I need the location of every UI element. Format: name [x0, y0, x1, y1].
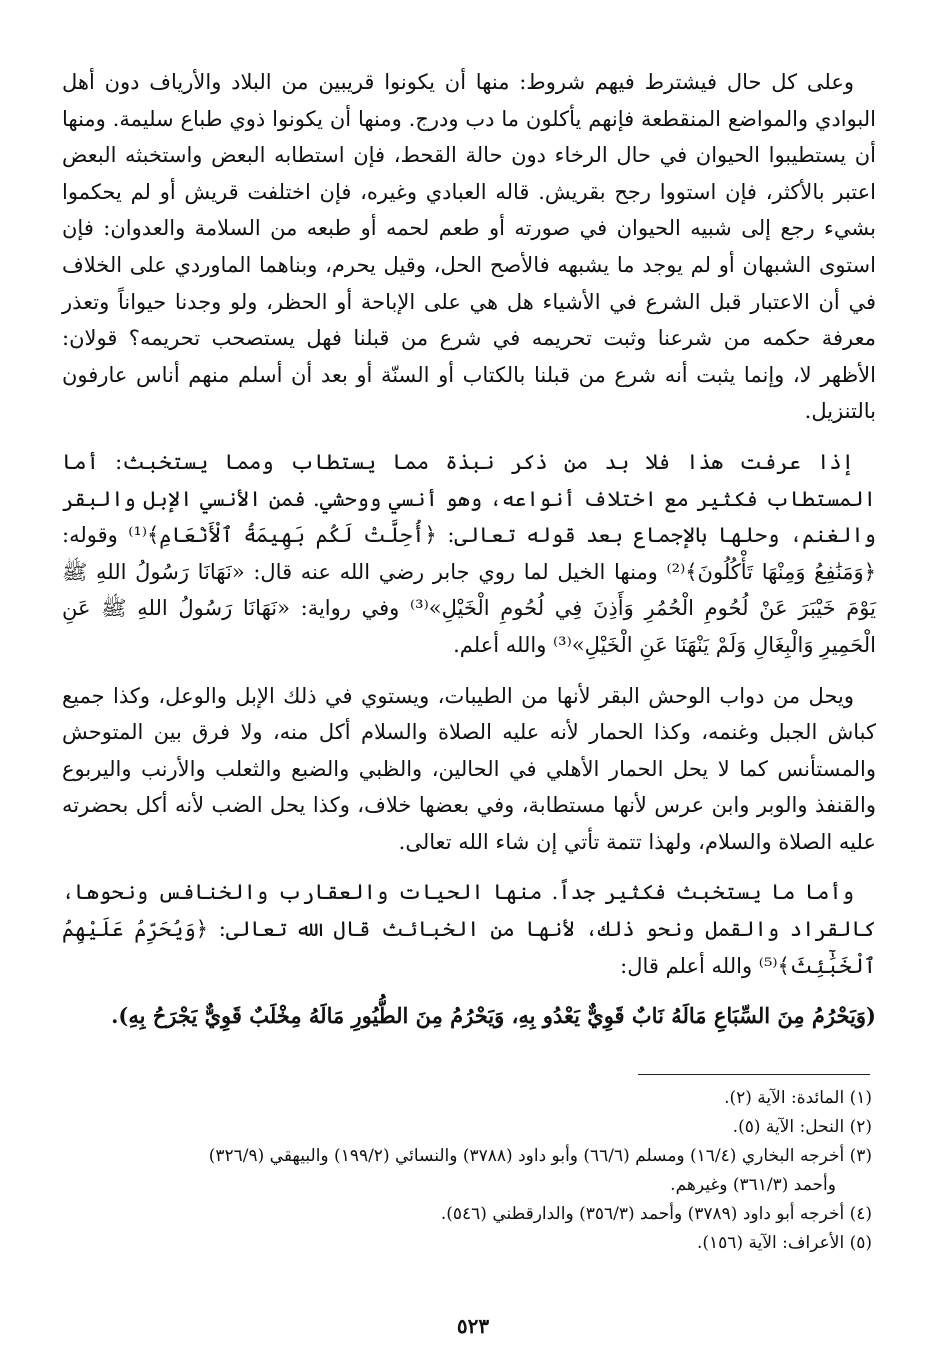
matn-line: (وَيَحْرُمُ مِنَ السِّبَاعِ مَالَهُ نَابٌ قَوِيٌّ يَعْدُو بِهِ، وَيَحْرُمُ مِنَ الطُّيُورِ مَالَهُ مِخْلَبٌ قَوِيٌّ يَجْرَحُ بِهِ).: [111, 1003, 876, 1029]
paragraph-4: وأما ما يستخبث فكثير جداً. منها الحيات والعقارب والخنافس ونحوها، كالقراد والقمل ونحو ذلك، لأنها من الخبائث قال الله تعالى: ﴿وَيُحَرِّمُ عَلَيْهِمُ ٱلْخَبَٰٓئِثَ﴾⁽⁵⁾ والله أعلم قال:: [62, 880, 876, 978]
footnote-3-continued: وأحمد (٣٦١/٣) وغيرهم.: [670, 1175, 836, 1195]
footnote-5: (٥) الأعراف: الآية (١٥٦).: [697, 1233, 872, 1253]
page-number: ٥٢٣: [456, 1314, 490, 1338]
footnote-1: (١) المائدة: الآية (٢).: [724, 1088, 872, 1108]
paragraph-1: وعلى كل حال فيشترط فيهم شروط: منها أن يكونوا قريبين من البلاد والأرياف دون أهل البوادي والمواضع المنقطعة فإنهم يأكلون ما دب ودرج. ومنها أن يكونوا ذوي طباع سليمة. ومنها أن يستطيبوا الحيوان في حال الرخاء دون حالة القحط، فإن استطابه البعض واستخبثه البعض اعتبر بالأكثر، فإن استووا رجح بقريش. قاله العبادي وغيره، فإن اختلفت قريش أو لم يحكموا بشيء رجع إلى شبيه الحيوان في صورته أو طعم لحمه أو طبعه من السلامة والعدوان: فإن استوى الشبهان أو لم يوجد ما يشبهه فالأصح الحل، وقيل يحرم، وبناهما الماوردي على الخلاف في أن الاعتبار قبل الشرع في الأشياء هل هي على الإباحة أو الحظر، ولو وجدنا حيواناً وتعذر معرفة حكمه من شرعنا وثبت تحريمه في شرع من قبلنا فهل يستصحب تحريمه؟ قولان: الأظهر لا، وإنما يثبت أنه شرع من قبلنا بالكتاب أو السنّة أو بعد أن أسلم منهم أناس عارفون بالتنزيل.: [62, 70, 876, 424]
footnote-divider: [638, 1074, 870, 1075]
paragraph-2: إذا عرفت هذا فلا بد من ذكر نبذة مما يستطاب ومما يستخبث: أما المستطاب فكثير مع اختلاف أنواعه، وهو أنسي ووحشي. فمن الأنسي الإبل والبقر والغنم، وحلها بالإجماع بعد قوله تعالى: ﴿أُحِلَّتْ لَكُم بَهِيمَةُ ٱلْأَنْعَامِ﴾⁽¹⁾ وقوله: ﴿وَمَنَٰفِعُ وَمِنْهَا تَأْكُلُونَ﴾⁽²⁾ ومنها الخيل لما روي جابر رضي الله عنه قال: «نَهَانَا رَسُولُ اللهِ ﷺ يَوْمَ خَيْبَرَ عَنْ لُحُومِ الْحُمُرِ وَأَذِنَ فِي لُحُومِ الْخَيْلِ»⁽³⁾ وفي رواية: «نَهَانَا رَسُولُ اللهِ ﷺ عَنِ الْحَمِيرِ وَالْبِغَالِ وَلَمْ يَنْهَنَا عَنِ الْخَيْلِ»⁽³⁾ والله أعلم.: [62, 449, 876, 657]
main-text: [62, 64, 876, 1049]
footnote-4: (٤) أخرجه أبو داود (٣٧٨٩) وأحمد (٣٥٦/٣) والدارقطني (٥٤٦).: [440, 1204, 872, 1224]
footnote-3: (٣) أخرجه البخاري (١٦/٤) ومسلم (٦٦/٦) وأبو داود (٣٧٨٨) والنسائي (١٩٩/٢) والبيهقي (٣٢٦/٩): [208, 1146, 872, 1166]
footnotes: [62, 1084, 872, 1258]
footnote-2: (٢) النحل: الآية (٥).: [732, 1117, 872, 1137]
paragraph-3: ويحل من دواب الوحش البقر لأنها من الطيبات، ويستوي في ذلك الإبل والوعل، وكذا جميع كباش الجبل وغنمه، وكذا الحمار لأنه عليه الصلاة والسلام أكل منه، ولا فرق بين المتوحش والمستأنس كما لا يحل الحمار الأهلي في الحالين، والظبي والضبع والثعلب والأرنب واليربوع والقنفذ والوبر وابن عرس لأنها مستطابة، وفي بعضها خلاف، وكذا يحل الضب لأنه أكل بحضرته عليه الصلاة والسلام، ولهذا تتمة تأتي إن شاء الله تعالى.: [62, 683, 876, 854]
